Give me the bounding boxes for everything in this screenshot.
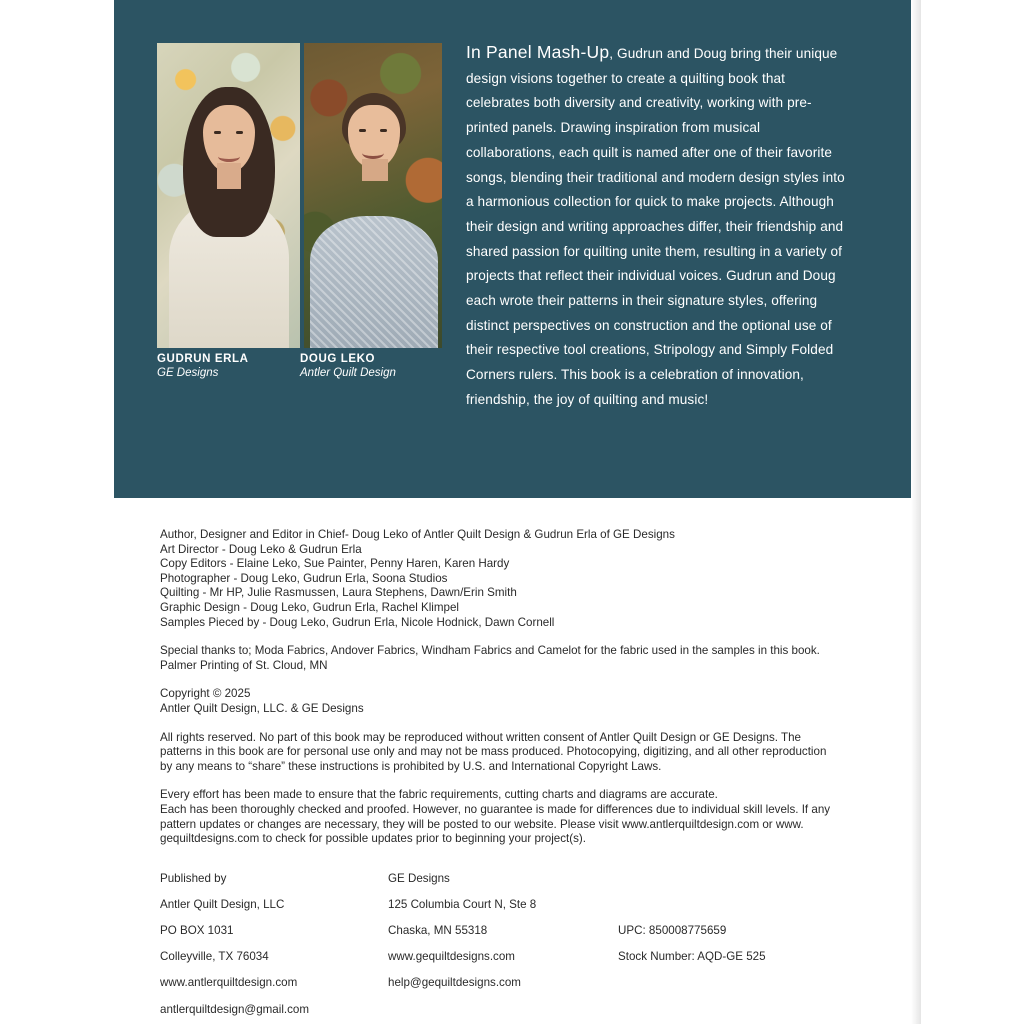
publisher-website[interactable]: www.gequiltdesigns.com: [388, 950, 515, 964]
copyright-notice: [160, 687, 860, 716]
publisher-line: Chaska, MN 55318: [388, 923, 488, 937]
accuracy-line: pattern updates or changes are necessary, they will be posted to our website. Please visit www.antlerquiltdesign.com or www.: [160, 817, 804, 831]
thanks-line: Special thanks to; Moda Fabrics, Andover Fabrics, Windham Fabrics and Camelot for the fabric used in the samples in this book.: [160, 644, 820, 658]
accuracy-line: Every effort has been made to ensure that the fabric requirements, cutting charts and diagrams are accurate.: [160, 788, 718, 802]
copyright-line: Copyright © 2025: [160, 687, 251, 701]
publisher-line: PO BOX 1031: [160, 923, 234, 937]
hero-panel: [114, 0, 911, 498]
rights-notice: [160, 731, 860, 775]
publisher-ge-designs: [388, 860, 598, 1003]
portrait-eye-right: [236, 131, 243, 134]
copyright-line: Antler Quilt Design, LLC. & GE Designs: [160, 701, 364, 715]
portrait-eye-left: [359, 129, 366, 132]
credit-line: Graphic Design - Doug Leko, Gudrun Erla, Rachel Klimpel: [160, 600, 460, 614]
portrait-smile: [218, 151, 240, 162]
product-codes: [618, 912, 858, 976]
portrait-neck: [362, 159, 388, 181]
credit-line: Author, Designer and Editor in Chief- Doug Leko of Antler Quilt Design & Gudrun Erla of GE Designs: [160, 528, 675, 541]
credit-line: Samples Pieced by - Doug Leko, Gudrun Erla, Nicole Hodnick, Dawn Cornell: [160, 615, 555, 629]
book-blurb: [466, 40, 851, 413]
publisher-line: Colleyville, TX 76034: [160, 950, 269, 964]
credits-section: [160, 528, 860, 847]
author-name: DOUG LEKO: [300, 353, 376, 365]
thanks-line: Palmer Printing of St. Cloud, MN: [160, 658, 328, 672]
publisher-antler: [160, 860, 370, 1029]
blurb-body: , Gudrun and Doug bring their unique design visions together to create a quilting book that celebrates both diversity and creativity, working with pre-printed panels. Drawing inspiration from musical collaborations, each quilt is named after one of their favorite songs, blending their traditional and modern design styles into a harmonious collection for quick to make projects. Although their design and writing approaches differ, their friendship and shared passion for quilting unite them, resulting in a variety of projects that reflect their individual voices. Gudrun and Doug each wrote their patterns in their signature styles, offering distinct perspectives on construction and the optional use of their respective tool creations, Stripology and Simply Folded Corners rulers. This book is a celebration of innovation, friendship, the joy of quilting and music!: [466, 46, 845, 407]
author-credit-doug: [300, 352, 396, 381]
author-credit-gudrun: [157, 352, 249, 381]
credit-line: Art Director - Doug Leko & Gudrun Erla: [160, 542, 362, 556]
credits-roles: [160, 528, 860, 630]
published-by-heading: Published by: [160, 871, 227, 885]
credit-line: Quilting - Mr HP, Julie Rasmussen, Laura Stephens, Dawn/Erin Smith: [160, 586, 517, 600]
credit-line: Photographer - Doug Leko, Gudrun Erla, Soona Studios: [160, 571, 448, 585]
special-thanks: [160, 644, 860, 673]
author-photos: [157, 43, 442, 348]
author-photo-gudrun: [157, 43, 300, 348]
credit-line: Copy Editors - Elaine Leko, Sue Painter, Penny Haren, Karen Hardy: [160, 557, 510, 571]
page-edge-shadow: [911, 0, 921, 1024]
blurb-title: In Panel Mash-Up: [466, 42, 610, 62]
publisher-name: GE Designs: [388, 871, 450, 885]
accuracy-line: Each has been thoroughly checked and proofed. However, no guarantee is made for differences due to individual skill levels. If any: [160, 802, 831, 816]
portrait-body: [310, 216, 438, 348]
portrait-eye-left: [214, 131, 221, 134]
author-name: GUDRUN ERLA: [157, 353, 249, 365]
portrait-smile: [362, 147, 384, 159]
publisher-email[interactable]: antlerquiltdesign@gmail.com: [160, 1002, 310, 1016]
rights-line: by any means to “share” these instructions is prohibited by U.S. and International Copyright Laws.: [160, 759, 662, 773]
stock-number: Stock Number: AQD-GE 525: [618, 949, 766, 963]
publisher-line: 125 Columbia Court N, Ste 8: [388, 897, 537, 911]
author-role: Antler Quilt Design: [300, 367, 396, 379]
accuracy-line: gequiltdesigns.com to check for possible updates prior to beginning your project(s).: [160, 832, 586, 846]
publisher-line: Antler Quilt Design, LLC: [160, 897, 285, 911]
rights-line: patterns in this book are for personal use only and may not be mass produced. Photocopying, digitizing, and all other reproduction: [160, 745, 827, 759]
portrait-eye-right: [380, 129, 387, 132]
publisher-email[interactable]: help@gequiltdesigns.com: [388, 976, 521, 990]
author-role: GE Designs: [157, 367, 219, 379]
rights-line: All rights reserved. No part of this book may be reproduced without written consent of Antler Quilt Design or GE Designs. The: [160, 730, 801, 744]
page-outside-margin: [921, 0, 1024, 1024]
upc-code: UPC: 850008775659: [618, 923, 727, 937]
author-photo-doug: [304, 43, 442, 348]
accuracy-notice: [160, 788, 860, 846]
portrait-neck: [217, 163, 241, 189]
publisher-website[interactable]: www.antlerquiltdesign.com: [160, 976, 298, 990]
